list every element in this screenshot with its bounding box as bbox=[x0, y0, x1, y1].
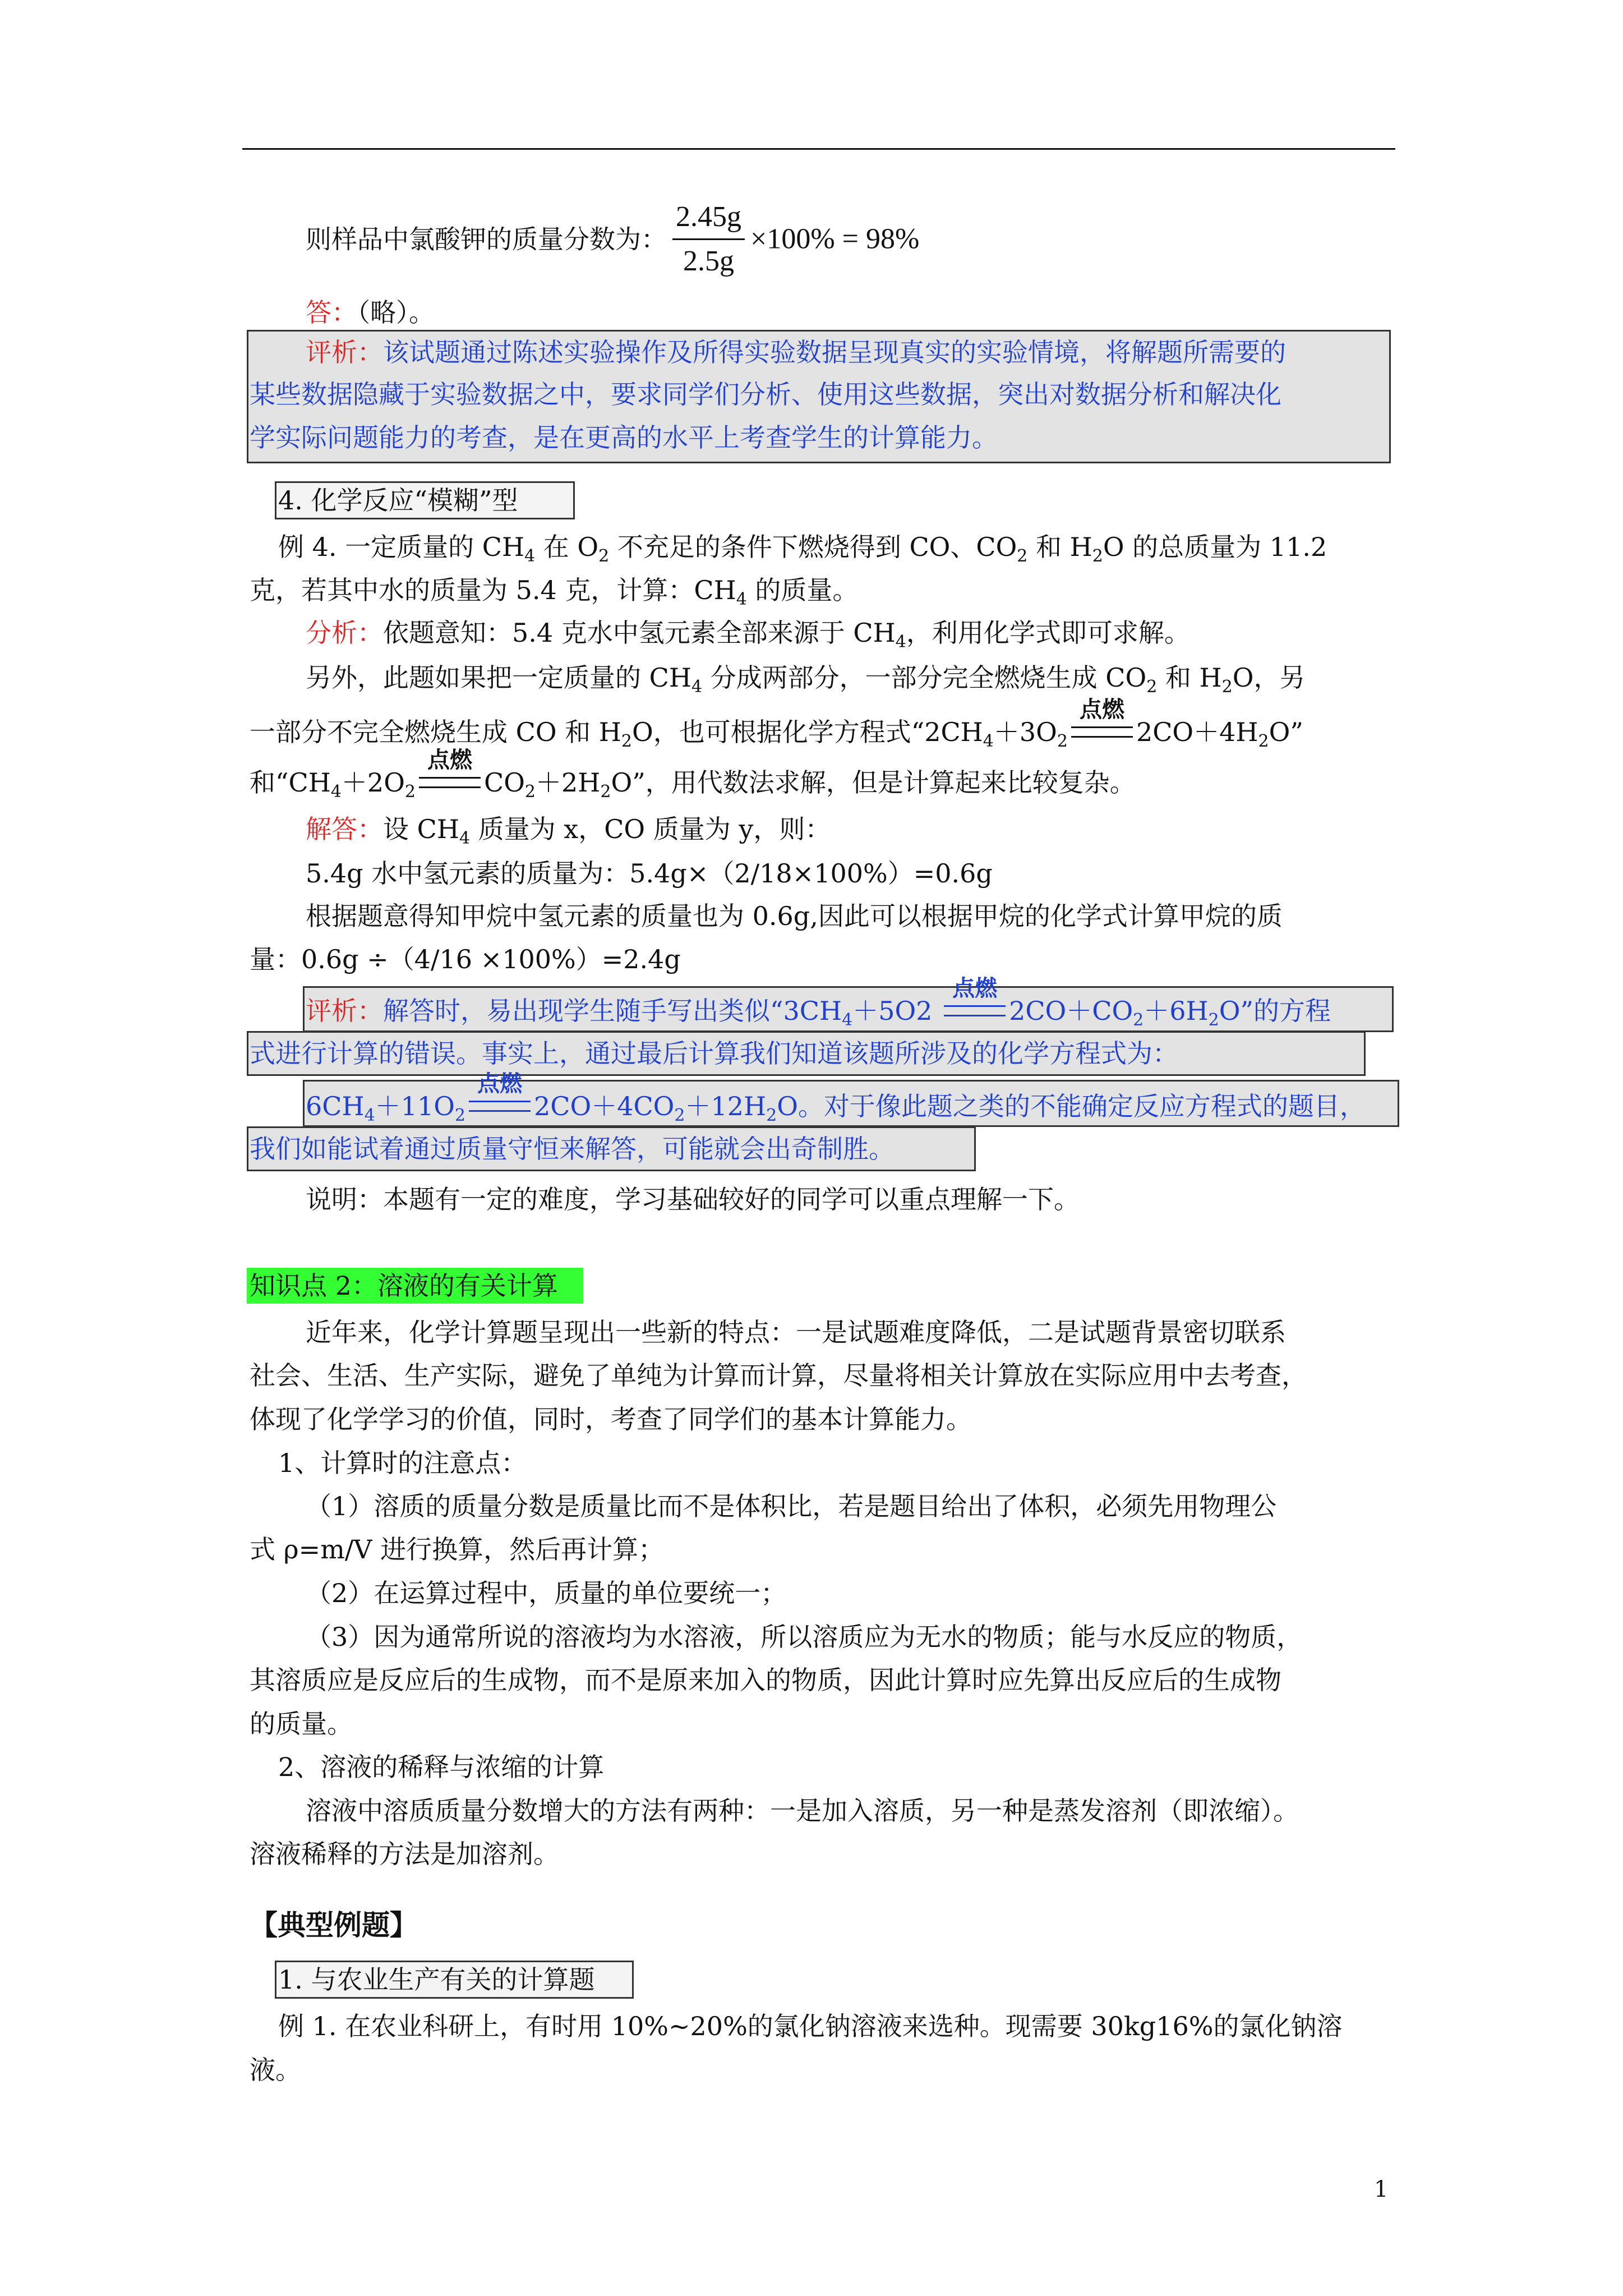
reaction-condition-arrow: 点燃 bbox=[944, 994, 1006, 1028]
solution-line-2: 5.4g 水中氢元素的质量为：5.4g×（2/18×100%）=0.6g bbox=[306, 858, 993, 889]
extra-line-1: 另外，此题如果把一定质量的 $CH_4$ 分成两部分，一部分完全燃烧生成 $CO_2$ 和 $H_2O$，另 bbox=[306, 662, 1306, 697]
reaction-condition-arrow: 点燃 bbox=[1071, 715, 1133, 749]
point-2: （2）在运算过程中，质量的单位要统一； bbox=[306, 1578, 787, 1608]
analysis-line: 分析：依题意知：5.4 克水中氢元素全部来源于 $CH_4$，利用化学式即可求解。 bbox=[306, 618, 1190, 652]
solution-line-1: 解答：设 $CH_4$ 质量为 x，CO 质量为 y，则： bbox=[306, 814, 831, 848]
comment-1-line-1: 评析：该试题通过陈述实验操作及所得实验数据呈现真实的实验情境，将解题所需要的 bbox=[306, 337, 1286, 367]
intro-line-3: 体现了化学学习的价值，同时，考查了同学们的基本计算能力。 bbox=[250, 1404, 972, 1434]
example-1-line-2: 液。 bbox=[250, 2055, 301, 2085]
dilution-title: 2、溶液的稀释与浓缩的计算 bbox=[278, 1752, 605, 1782]
mass-fraction-formula: 则样品中氯酸钾的质量分数为： $\frac{2.45g}{2.5g}$ ×100% = 98% bbox=[306, 199, 919, 279]
fraction: $\frac{2.45g}{2.5g}$ bbox=[672, 199, 745, 279]
section-heading-1: 1. 与农业生产有关的计算题 bbox=[278, 1964, 595, 1995]
solution-line-3: 根据题意得知甲烷中氢元素的质量也为 0.6g,因此可以根据甲烷的化学式计算甲烷的质 bbox=[306, 901, 1283, 931]
extra-line-2: 一部分不完全燃烧生成 CO 和 $H_2O$，也可根据化学方程式“$2CH_4+3O_2$ 点燃 $2CO+4H_2O$” bbox=[250, 696, 1303, 751]
page-number: 1 bbox=[1374, 2177, 1389, 2202]
extra-line-3: 和“$CH_4+2O_2$ 点燃 $CO_2+2H_2O$”，用代数法求解，但是计算起来比较复杂。 bbox=[250, 747, 1136, 802]
note-line: 说明：本题有一定的难度，学习基础较好的同学可以重点理解一下。 bbox=[306, 1184, 1080, 1214]
point-1-line-2: 式 ρ=m/V 进行换算，然后再计算； bbox=[250, 1534, 665, 1565]
comment-2-line-2: 式进行计算的错误。事实上，通过最后计算我们知道该题所涉及的化学方程式为： bbox=[250, 1038, 1178, 1069]
comment-2-line-3: $6CH_4+11O_2$ 点燃 $2CO+4CO_2+12H_2O$。对于像此题之类的不能确定反应方程式的题目， bbox=[306, 1070, 1366, 1125]
example-1-line-1: 例 1. 在农业科研上，有时用 10%~20%的氯化钠溶液来选种。现需要 30kg16%的氯化钠溶 bbox=[278, 2011, 1343, 2041]
reaction-condition-arrow: 点燃 bbox=[469, 1089, 531, 1123]
point-3-line-2: 其溶质应是反应后的生成物，而不是原来加入的物质，因此计算时应先算出反应后的生成物 bbox=[250, 1665, 1281, 1695]
points-title: 1、计算时的注意点： bbox=[278, 1448, 527, 1478]
comment-2-line-4: 我们如能试着通过质量守恒来解答，可能就会出奇制胜。 bbox=[250, 1134, 895, 1164]
knowledge-point-2: 知识点 2：溶液的有关计算 bbox=[250, 1271, 558, 1301]
reaction-condition-arrow: 点燃 bbox=[419, 766, 481, 799]
point-1-line-1: （1）溶质的质量分数是质量比而不是体积比，若是题目给出了体积，必须先用物理公 bbox=[306, 1491, 1277, 1521]
solution-line-4: 量：0.6g ÷（4/16 ×100%）=2.4g bbox=[250, 944, 681, 974]
comment-2-line-1: 评析：解答时，易出现学生随手写出类似“$3CH_4+5O2$ 点燃 $2CO+CO_2+6H_2O$”的方程 bbox=[306, 975, 1331, 1030]
intro-line-2: 社会、生活、生产实际，避免了单纯为计算而计算，尽量将相关计算放在实际应用中去考查， bbox=[250, 1360, 1307, 1391]
header-rule bbox=[242, 148, 1395, 150]
section-heading-4: 4. 化学反应“模糊”型 bbox=[278, 485, 518, 516]
comment-1-line-2: 某些数据隐藏于实验数据之中，要求同学们分析、使用这些数据，突出对数据分析和解决化 bbox=[250, 379, 1281, 409]
point-3-line-1: （3）因为通常所说的溶液均为水溶液，所以溶质应为无水的物质；能与水反应的物质， bbox=[306, 1622, 1303, 1652]
dilution-line-1: 溶液中溶质质量分数增大的方法有两种：一是加入溶质，另一种是蒸发溶剂（即浓缩）。 bbox=[306, 1796, 1299, 1826]
intro-line-1: 近年来，化学计算题呈现出一些新的特点：一是试题难度降低，二是试题背景密切联系 bbox=[306, 1317, 1286, 1347]
example-4-line-2: 克，若其中水的质量为 5.4 克，计算：$CH_4$ 的质量。 bbox=[250, 575, 859, 609]
point-3-line-3: 的质量。 bbox=[250, 1709, 353, 1739]
dilution-line-2: 溶液稀释的方法是加溶剂。 bbox=[250, 1839, 559, 1869]
comment-1-line-3: 学实际问题能力的考查，是在更高的水平上考查学生的计算能力。 bbox=[250, 422, 998, 453]
answer-line: 答：（略）。 bbox=[306, 297, 435, 328]
typical-examples-heading: 【典型例题】 bbox=[250, 1908, 418, 1941]
example-4-line-1: 例 4. 一定质量的 $CH_4$ 在 $O_2$ 不充足的条件下燃烧得到 CO、$CO_2$ 和 $H_2O$ 的总质量为 11.2 bbox=[278, 532, 1327, 566]
